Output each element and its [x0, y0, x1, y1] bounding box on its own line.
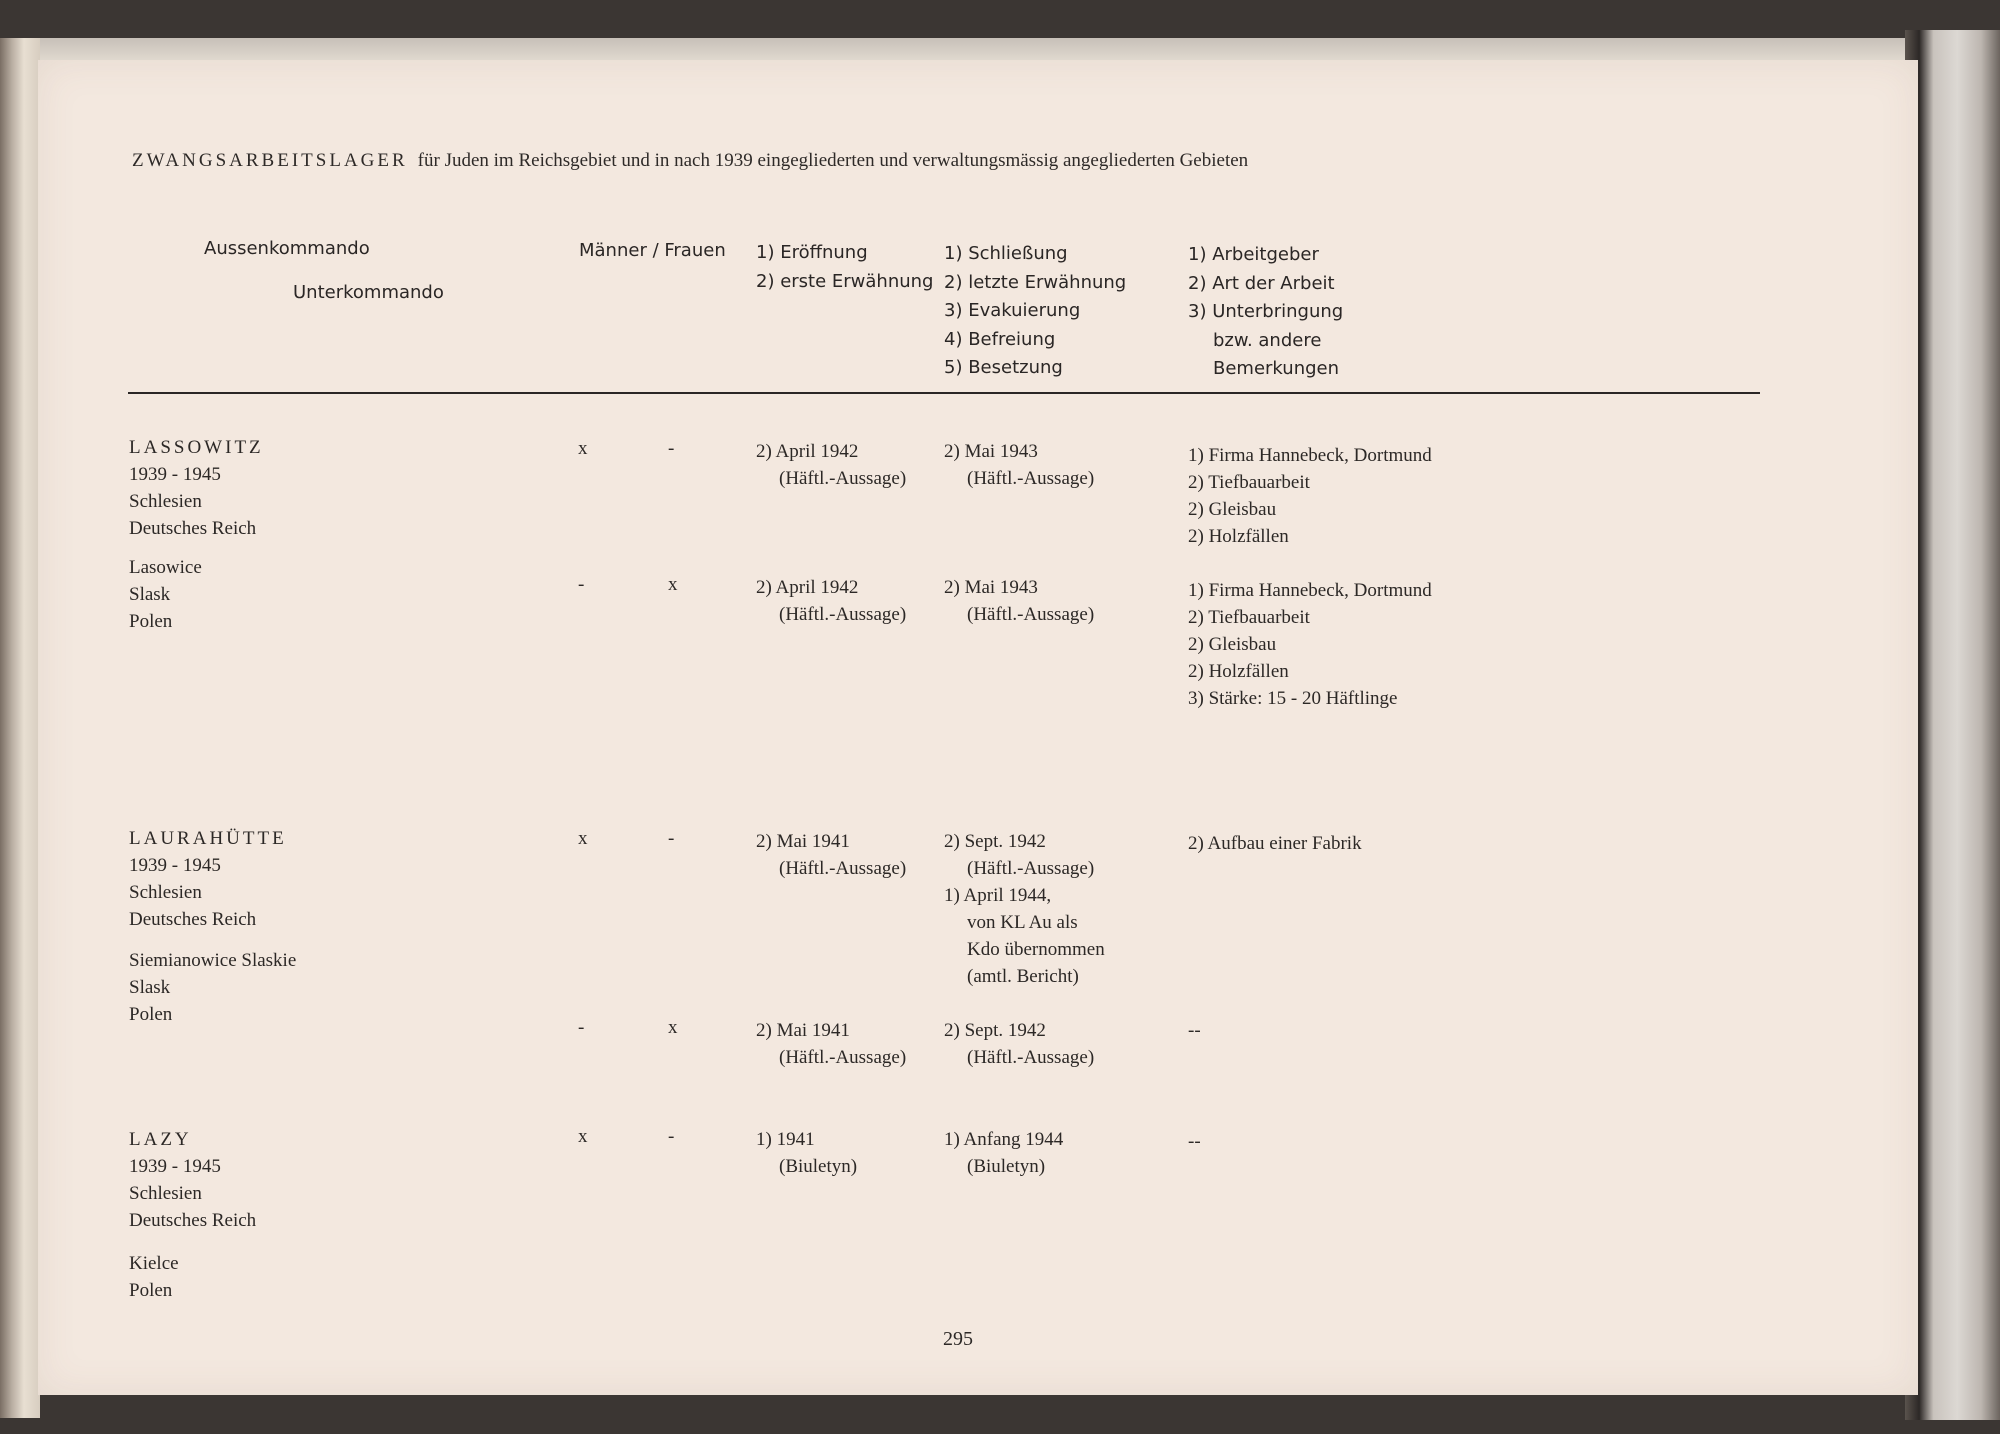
opening-line: (Biuletyn) [779, 1156, 858, 1177]
women-mark: x [668, 1017, 678, 1038]
opening-line: 1) 1941 [756, 1129, 815, 1150]
camp-country: Deutsches Reich [129, 518, 257, 539]
closing-line: 2) Mai 1943 [944, 441, 1038, 462]
closing-line: 2) Sept. 1942 [944, 1020, 1046, 1041]
closing-cell [944, 438, 1094, 492]
remark-line: 2) Tiefbauarbeit [1188, 472, 1310, 493]
header-closing-line: 1) Schließung [944, 243, 1068, 264]
header-remarks [1188, 244, 1343, 387]
opening-line: 2) April 1942 [756, 577, 859, 598]
camp-name: LASSOWITZ [129, 437, 264, 458]
camp-country: Deutsches Reich [129, 1210, 257, 1231]
camp-entry [129, 825, 287, 933]
closing-line: 2) Sept. 1942 [944, 831, 1046, 852]
header-closing-line: 5) Besetzung [944, 357, 1063, 378]
header-aussenkommando: Aussenkommando [204, 238, 370, 259]
camp-years: 1939 - 1945 [129, 464, 221, 485]
header-closing-line: 3) Evakuierung [944, 300, 1081, 321]
header-closing-line: 4) Befreiung [944, 328, 1056, 350]
men-mark: - [578, 574, 585, 595]
closing-line: 2) Mai 1943 [944, 577, 1038, 598]
camp-alt-names [129, 554, 202, 635]
header-closing [944, 243, 1126, 386]
alt-name: Siemianowice Slaskie [129, 950, 297, 971]
alt-name: Polen [129, 611, 173, 632]
closing-cell [944, 574, 1094, 628]
page-number: 295 [943, 1328, 973, 1350]
remarks-cell [1188, 1017, 1201, 1044]
title-subtitle: für Juden im Reichsgebiet und in nach 1939 eingegliederten und verwaltungsmässig angegliederten Gebieten [417, 150, 1249, 171]
closing-line: (Häftl.-Aussage) [967, 1047, 1095, 1068]
men-mark: - [578, 1017, 585, 1038]
remark-line: -- [1188, 1020, 1201, 1041]
camp-country: Deutsches Reich [129, 909, 257, 930]
alt-name: Polen [129, 1280, 173, 1301]
closing-line: (Häftl.-Aussage) [967, 468, 1095, 489]
alt-name: Kielce [129, 1253, 179, 1274]
header-maenner-frauen: Männer / Frauen [579, 240, 726, 261]
remarks-cell [1188, 442, 1432, 550]
header-remarks-line: Bemerkungen [1213, 358, 1340, 379]
closing-line: (Häftl.-Aussage) [967, 858, 1095, 879]
women-mark: - [668, 438, 675, 459]
camp-entry [129, 1126, 256, 1234]
opening-cell [756, 438, 906, 492]
closing-cell [944, 1017, 1094, 1071]
header-opening-line: 1) Eröffnung [756, 242, 868, 263]
opening-line: (Häftl.-Aussage) [779, 468, 907, 489]
camp-region: Schlesien [129, 491, 202, 512]
closing-line: (amtl. Bericht) [967, 966, 1079, 987]
men-mark: x [578, 828, 588, 849]
header-remarks-line: bzw. andere [1213, 329, 1322, 351]
remark-line: 2) Tiefbauarbeit [1188, 607, 1310, 628]
opening-line: (Häftl.-Aussage) [779, 1047, 907, 1068]
men-mark: x [578, 1126, 588, 1147]
closing-line: (Häftl.-Aussage) [967, 604, 1095, 625]
women-mark: x [668, 574, 678, 595]
remark-line: 2) Holzfällen [1188, 661, 1289, 682]
header-remarks-line: 2) Art der Arbeit [1188, 272, 1335, 294]
men-mark: x [578, 438, 588, 459]
opening-line: 2) Mai 1941 [756, 1020, 850, 1041]
header-remarks-line: 1) Arbeitgeber [1188, 244, 1319, 265]
alt-name: Lasowice [129, 557, 202, 578]
header-unterkommando: Unterkommando [293, 282, 444, 303]
header-opening [756, 242, 934, 299]
remarks-cell [1188, 1128, 1201, 1155]
remark-line: 1) Firma Hannebeck, Dortmund [1188, 580, 1432, 601]
opening-cell [756, 1017, 906, 1071]
closing-line: Kdo übernommen [967, 939, 1105, 960]
alt-name: Slask [129, 977, 171, 998]
remark-line: -- [1188, 1131, 1201, 1152]
header-rule [128, 392, 1760, 394]
remarks-cell [1188, 577, 1432, 712]
header-remarks-line: 3) Unterbringung [1188, 301, 1344, 322]
remark-line: 3) Stärke: 15 - 20 Häftlinge [1188, 688, 1398, 709]
camp-name: LAZY [129, 1129, 192, 1150]
closing-cell [944, 1126, 1063, 1180]
book-right-edge [1905, 30, 2000, 1420]
closing-cell [944, 828, 1105, 990]
closing-line: 1) Anfang 1944 [944, 1129, 1064, 1150]
alt-name: Polen [129, 1004, 173, 1025]
title-label: ZWANGSARBEITSLAGER [132, 150, 408, 171]
opening-line: (Häftl.-Aussage) [779, 858, 907, 879]
remark-line: 1) Firma Hannebeck, Dortmund [1188, 445, 1432, 466]
remark-line: 2) Gleisbau [1188, 634, 1277, 655]
camp-region: Schlesien [129, 882, 202, 903]
opening-line: 2) April 1942 [756, 441, 859, 462]
closing-line: (Biuletyn) [967, 1156, 1046, 1177]
header-closing-line: 2) letzte Erwähnung [944, 271, 1127, 293]
remark-line: 2) Gleisbau [1188, 499, 1277, 520]
opening-cell [756, 1126, 857, 1180]
women-mark: - [668, 1126, 675, 1147]
opening-line: (Häftl.-Aussage) [779, 604, 907, 625]
closing-line: 1) April 1944, [944, 885, 1052, 906]
closing-line: von KL Au als [967, 912, 1078, 933]
book-left-edge [0, 38, 40, 1418]
camp-alt-names [129, 1250, 179, 1304]
remark-line: 2) Holzfällen [1188, 526, 1289, 547]
camp-entry [129, 434, 264, 542]
opening-cell [756, 574, 906, 628]
camp-years: 1939 - 1945 [129, 855, 221, 876]
camp-years: 1939 - 1945 [129, 1156, 221, 1177]
alt-name: Slask [129, 584, 171, 605]
document-page [38, 60, 1918, 1395]
opening-line: 2) Mai 1941 [756, 831, 850, 852]
header-opening-line: 2) erste Erwähnung [756, 270, 934, 292]
women-mark: - [668, 828, 675, 849]
camp-region: Schlesien [129, 1183, 202, 1204]
remarks-cell [1188, 830, 1362, 857]
opening-cell [756, 828, 906, 882]
remark-line: 2) Aufbau einer Fabrik [1188, 833, 1362, 854]
camp-alt-names [129, 947, 296, 1028]
camp-name: LAURAHÜTTE [129, 828, 287, 849]
document-title [132, 150, 1532, 172]
